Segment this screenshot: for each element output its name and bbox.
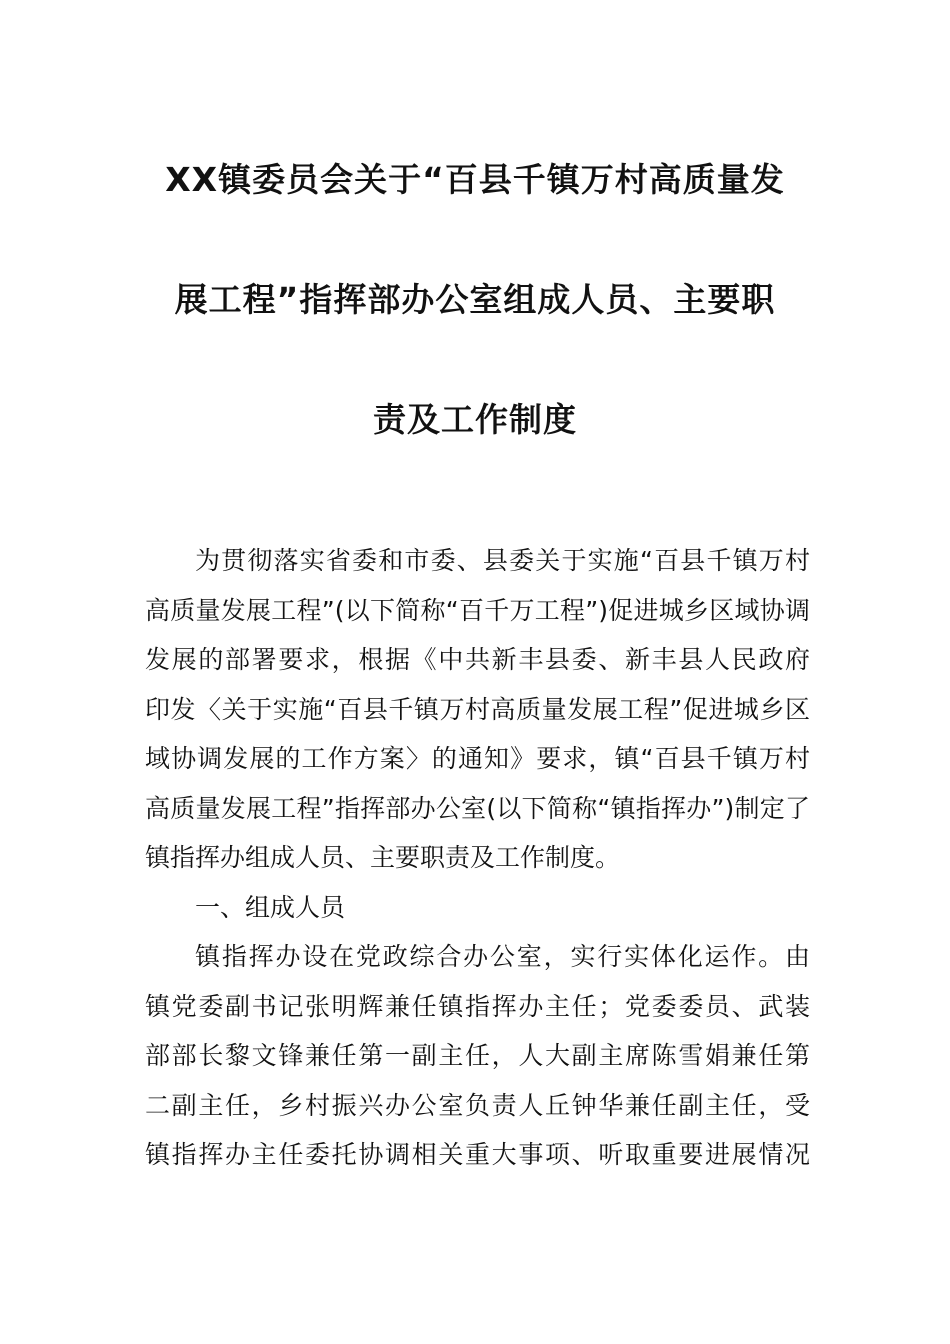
document-body: [145, 536, 810, 1180]
paragraph-line: 二副主任，乡村振兴办公室负责人丘钟华兼任副主任，受: [145, 1090, 810, 1120]
paragraph-line: 发展的部署要求，根据《中共新丰县委、新丰县人民政府: [145, 645, 810, 674]
paragraph-intro: [145, 536, 810, 883]
paragraph-line: 高质量发展工程”指挥部办公室(以下简称“镇指挥办”)制定了: [145, 793, 810, 823]
paragraph-line: 印发〈关于实施“百县千镇万村高质量发展工程”促进城乡区: [145, 694, 810, 724]
section-heading: 一、组成人员: [195, 892, 346, 922]
document-title-line-2: 展工程”指挥部办公室组成人员、主要职: [174, 280, 776, 319]
paragraph-line: 域协调发展的工作方案〉的通知》要求，镇“百县千镇万村: [145, 744, 810, 773]
paragraph-line: 镇指挥办主任委托协调相关重大事项、听取重要进展情况: [145, 1140, 810, 1169]
paragraph-line: 高质量发展工程”(以下简称“百千万工程”)促进城乡区域协调: [145, 595, 810, 625]
paragraph-line: 镇指挥办组成人员、主要职责及工作制度。: [145, 843, 621, 872]
paragraph-members: [145, 932, 810, 1180]
paragraph-line: 部部长黎文锋兼任第一副主任，人大副主席陈雪娟兼任第: [145, 1041, 810, 1070]
paragraph-line: 镇指挥办设在党政综合办公室，实行实体化运作。由: [195, 942, 810, 971]
paragraph-line: 镇党委副书记张明辉兼任镇指挥办主任；党委委员、武装: [145, 991, 810, 1021]
document-title-line-1: XX镇委员会关于“百县千镇万村高质量发: [165, 160, 785, 199]
document-title-line-3: 责及工作制度: [373, 400, 577, 439]
paragraph-line: 为贯彻落实省委和市委、县委关于实施“百县千镇万村: [195, 546, 810, 575]
